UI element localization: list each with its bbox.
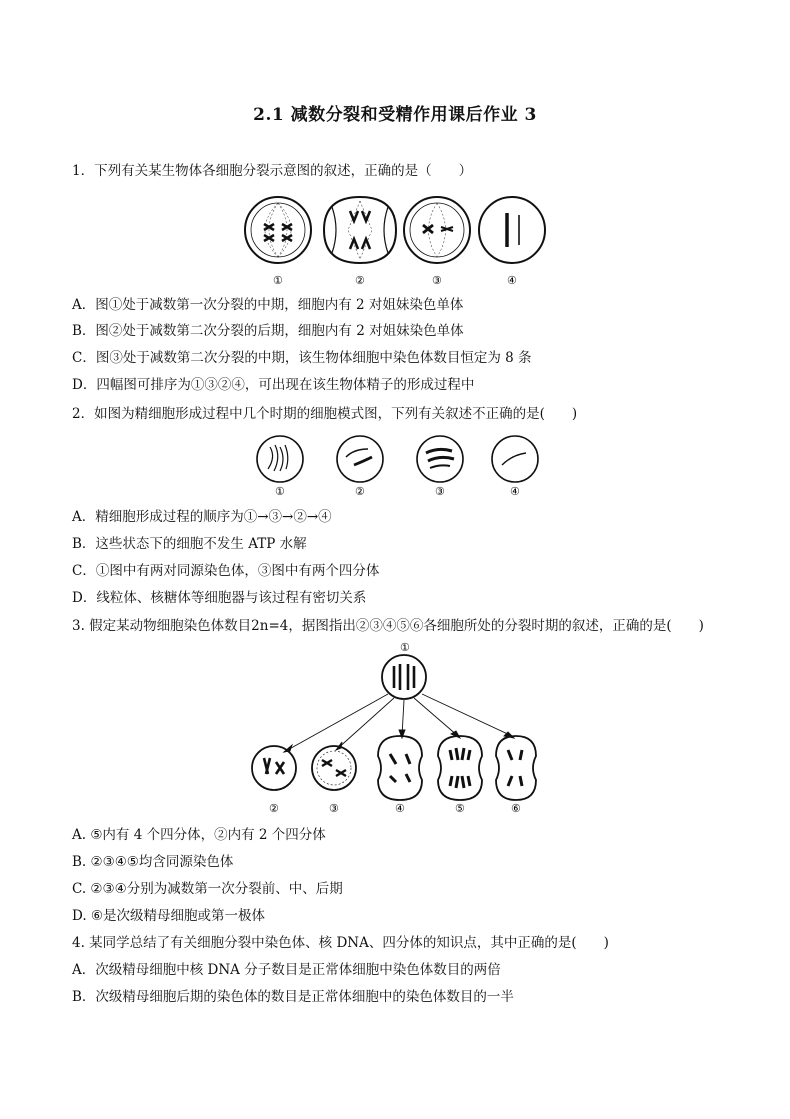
figure-3-label-1: ① [400, 641, 410, 654]
question-1-option-d: D．四幅图可排序为①③②④，可出现在该生物体精子的形成过程中 [72, 377, 475, 393]
figure-1-cell-4 [479, 197, 545, 263]
question-1-option-c: C．图③处于减数第二次分裂的中期，该生物体细胞中染色体数目恒定为 8 条 [72, 350, 532, 366]
question-3-option-b: B. ②③④⑤均含同源染色体 [72, 854, 234, 870]
figure-3-cell-4 [378, 736, 422, 800]
figure-3-cell-5 [438, 736, 482, 800]
question-3-option-c: C. ②③④分别为减数第一次分裂前、中、后期 [72, 881, 343, 897]
question-4-option-b: B．次级精母细胞后期的染色体的数目是正常体细胞中的染色体数目的一半 [72, 989, 514, 1005]
figure-2-cell-1 [257, 436, 303, 482]
figure-3-cell-3 [312, 746, 356, 790]
figure-1-label-3: ③ [432, 274, 442, 287]
question-2-option-d: D．线粒体、核糖体等细胞器与该过程有密切关系 [72, 590, 367, 606]
figure-1-cell-1 [245, 197, 311, 263]
figure-3-label-6: ⑥ [511, 802, 521, 815]
figure-2-cell-3 [417, 436, 463, 482]
figure-1-cell-3 [404, 197, 470, 263]
question-3-stem: 3. 假定某动物细胞染色体数目2n=4，据图指出②③④⑤⑥各细胞所处的分裂时期的叙述，正确的是( ) [72, 618, 704, 634]
question-4-stem: 4. 某同学总结了有关细胞分裂中染色体、核 DNA、四分体的知识点，其中正确的是( ) [72, 935, 609, 951]
question-1-option-b: B．图②处于减数第二次分裂的后期，细胞内有 2 对姐妹染色单体 [72, 323, 464, 339]
figure-2-cell-4 [492, 436, 538, 482]
figure-2-label-4: ④ [510, 485, 520, 498]
question-3-option-a: A. ⑤内有 4 个四分体，②内有 2 个四分体 [72, 827, 326, 843]
question-4-option-a: A．次级精母细胞中核 DNA 分子数目是正常体细胞中染色体数目的两倍 [72, 962, 501, 978]
question-2-option-a: A．精细胞形成过程的顺序为①→③→②→④ [72, 509, 332, 525]
figure-3-label-5: ⑤ [455, 802, 465, 815]
question-3-figure [250, 640, 550, 820]
figure-1-cell-2 [324, 197, 396, 263]
figure-3-cell-6 [496, 736, 536, 800]
question-1-figure [240, 193, 550, 288]
figure-2-cell-2 [337, 436, 383, 482]
question-3-option-d: D. ⑥是次级精母细胞或第一极体 [72, 908, 266, 924]
figure-2-label-3: ③ [435, 485, 445, 498]
question-1-option-a: A．图①处于减数第一次分裂的中期，细胞内有 2 对姐妹染色单体 [72, 297, 464, 313]
page-title: 2.1 减数分裂和受精作用课后作业 3 [253, 105, 537, 125]
question-2-option-b: B．这些状态下的细胞不发生 ATP 水解 [72, 536, 307, 552]
figure-3-label-4: ④ [395, 802, 405, 815]
question-2-figure [250, 435, 540, 499]
figure-3-label-3: ③ [329, 802, 339, 815]
figure-3-cell-1 [382, 655, 426, 699]
figure-3-cell-2 [252, 746, 296, 790]
question-2-option-c: C．①图中有两对同源染色体，③图中有两个四分体 [72, 563, 380, 579]
figure-2-label-1: ① [275, 485, 285, 498]
figure-2-label-2: ② [355, 485, 365, 498]
figure-1-label-2: ② [355, 274, 365, 287]
figure-1-label-4: ④ [507, 274, 517, 287]
figure-1-label-1: ① [273, 274, 283, 287]
figure-3-label-2: ② [269, 802, 279, 815]
question-1-stem: 1．下列有关某生物体各细胞分裂示意图的叙述，正确的是（ ） [72, 163, 473, 179]
question-2-stem: 2．如图为精细胞形成过程中几个时期的细胞模式图，下列有关叙述不正确的是( ) [72, 406, 578, 422]
